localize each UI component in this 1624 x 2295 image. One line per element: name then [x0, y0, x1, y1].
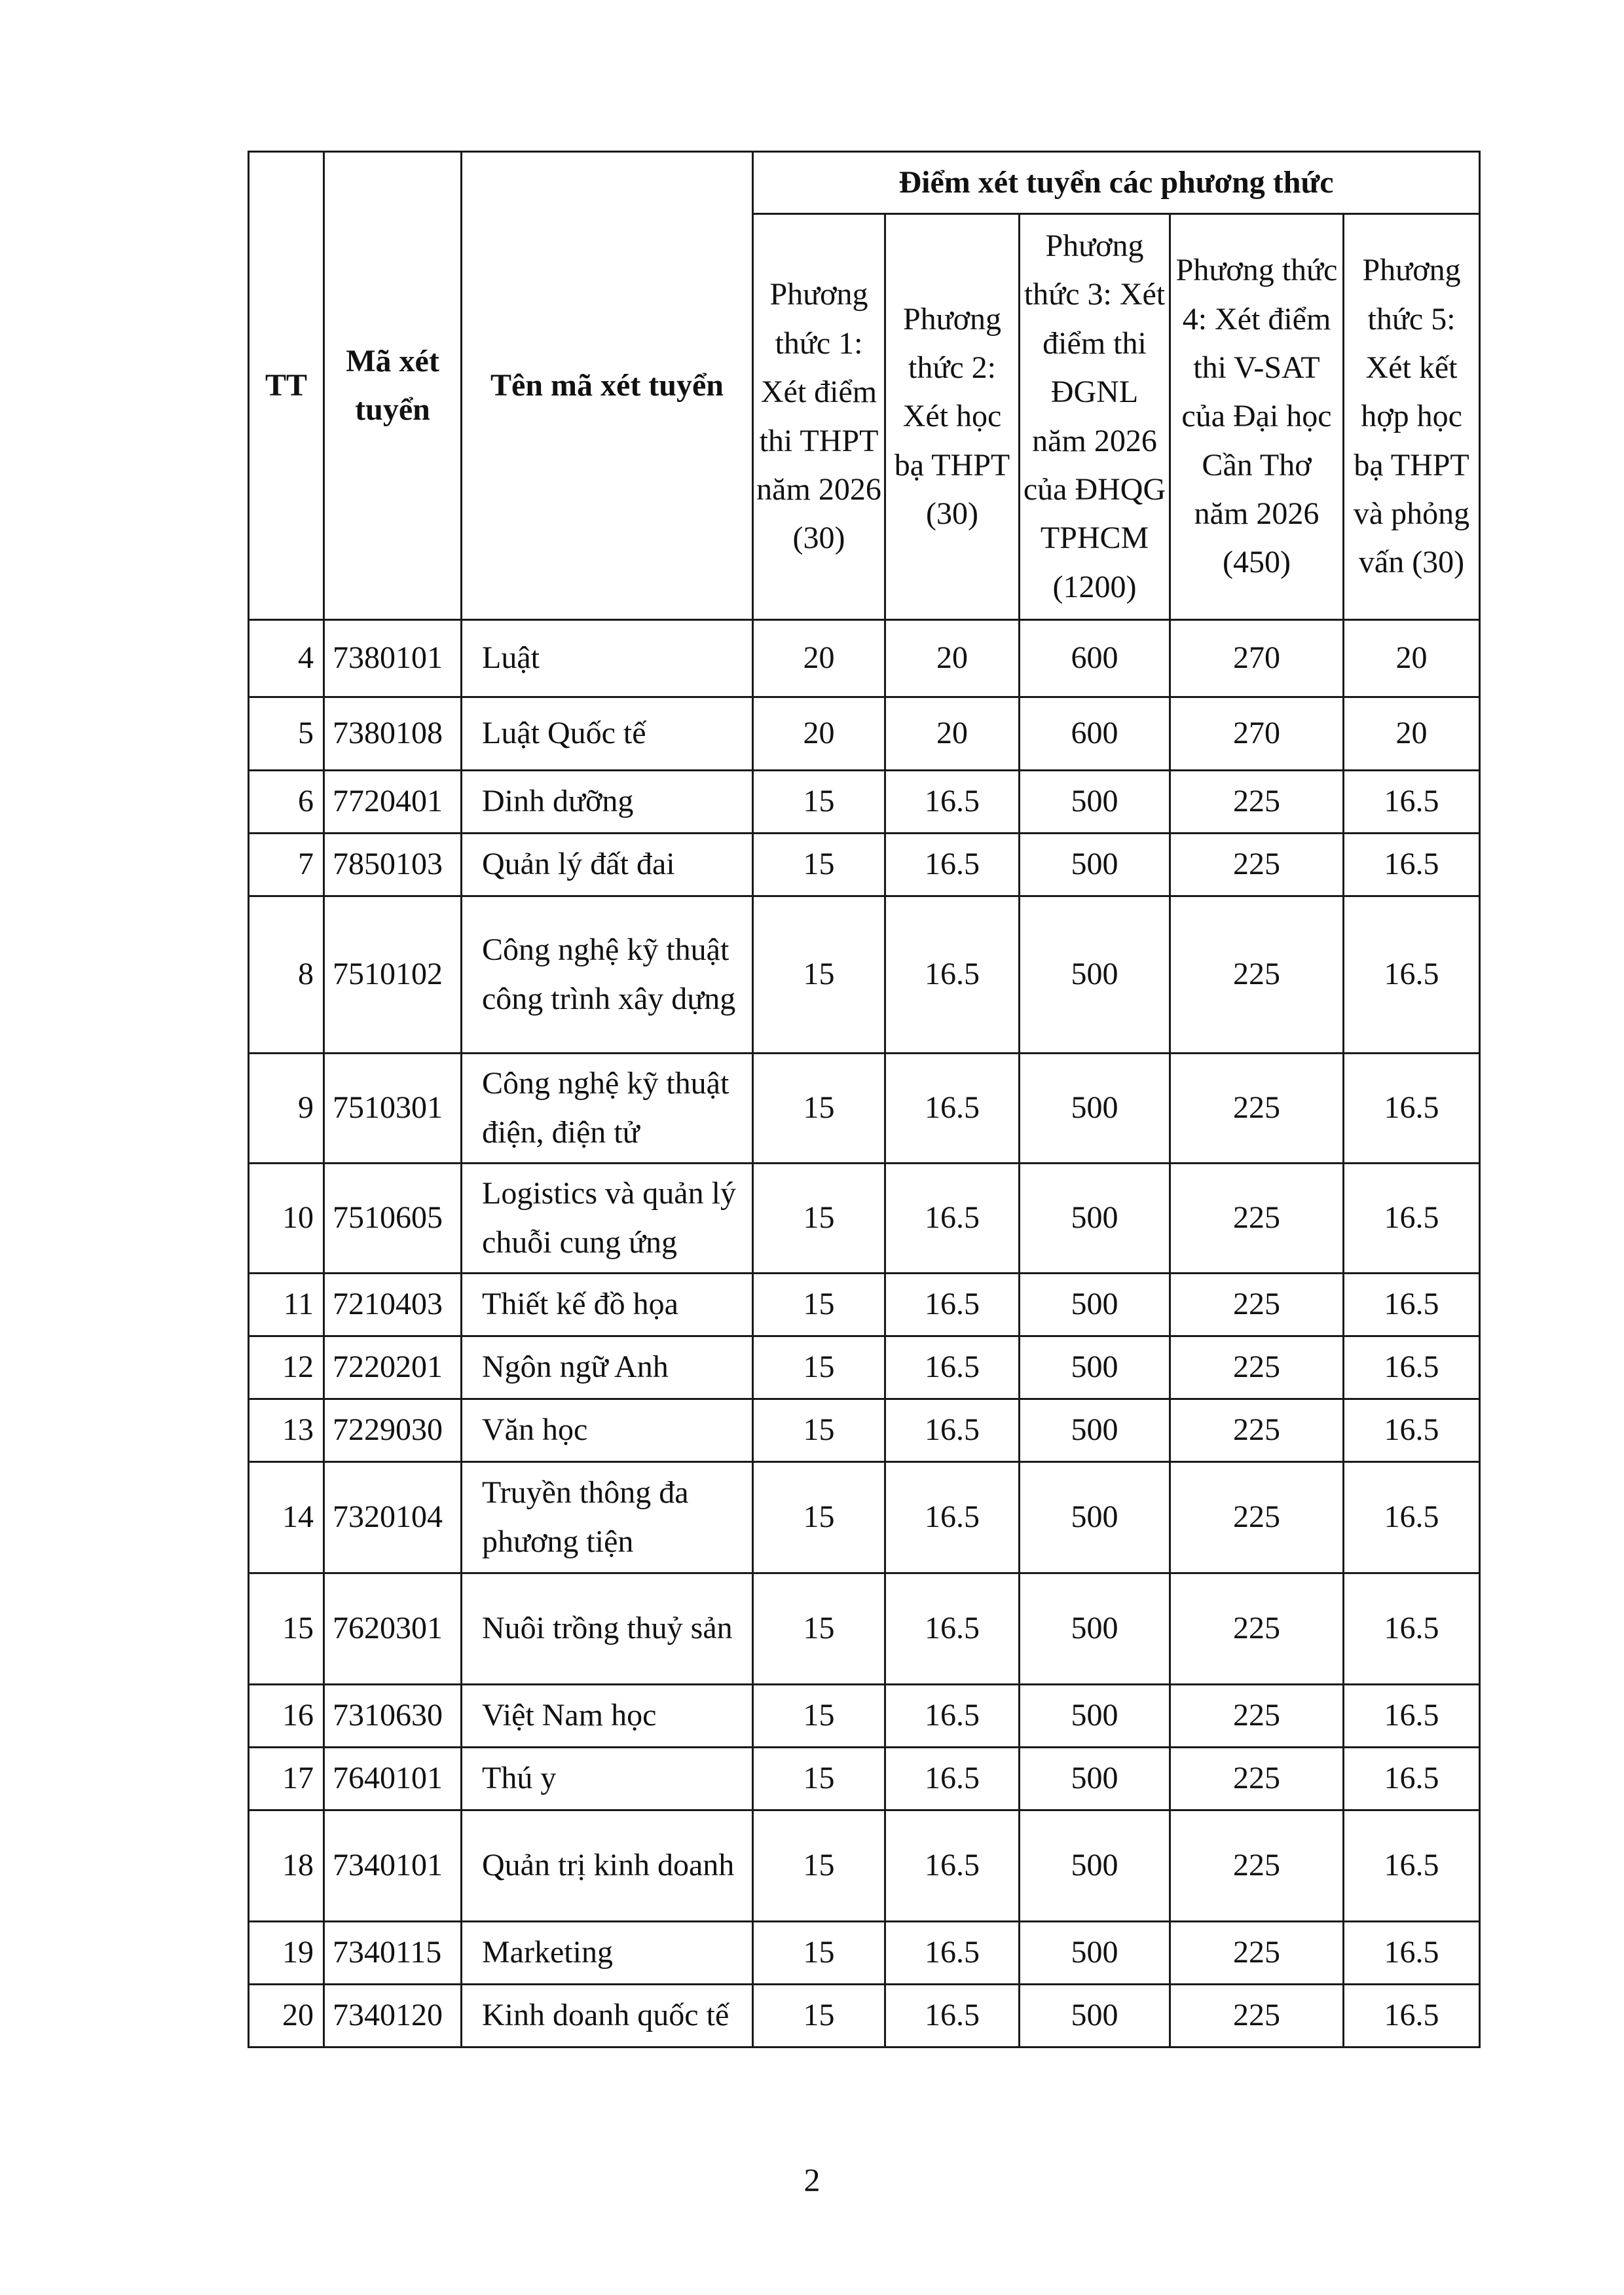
row-score-method-3: 500	[1020, 1810, 1170, 1922]
row-score-method-1: 15	[753, 1810, 885, 1922]
row-tt: 5	[249, 697, 324, 771]
row-tt: 7	[249, 834, 324, 896]
row-score-method-5: 16.5	[1344, 771, 1480, 834]
header-method-2: Phương thức 2: Xét học bạ THPT (30)	[885, 214, 1020, 620]
table-row	[249, 1985, 1480, 2047]
row-tt: 14	[249, 1462, 324, 1573]
row-score-method-5: 16.5	[1344, 1810, 1480, 1922]
header-name: Tên mã xét tuyển	[462, 152, 753, 620]
row-score-method-3: 500	[1020, 1274, 1170, 1336]
row-code: 7620301	[324, 1573, 462, 1685]
row-score-method-4: 225	[1170, 1164, 1344, 1274]
admission-scores-table	[248, 151, 1481, 2048]
row-name: Công nghệ kỹ thuật điện, điện tử	[462, 1054, 753, 1164]
row-name: Việt Nam học	[462, 1685, 753, 1748]
table-row	[249, 620, 1480, 697]
table-row	[249, 834, 1480, 896]
row-score-method-3: 500	[1020, 1462, 1170, 1573]
row-code: 7510301	[324, 1054, 462, 1164]
row-score-method-3: 500	[1020, 1399, 1170, 1462]
row-score-method-4: 225	[1170, 1922, 1344, 1985]
row-score-method-4: 225	[1170, 1462, 1344, 1573]
table-row	[249, 1573, 1480, 1685]
row-score-method-5: 16.5	[1344, 1399, 1480, 1462]
row-score-method-1: 15	[753, 1985, 885, 2047]
row-score-method-1: 15	[753, 1685, 885, 1748]
row-score-method-4: 225	[1170, 1274, 1344, 1336]
row-score-method-1: 15	[753, 1462, 885, 1573]
row-tt: 16	[249, 1685, 324, 1748]
table-row	[249, 1399, 1480, 1462]
row-name: Công nghệ kỹ thuật công trình xây dựng	[462, 896, 753, 1054]
row-score-method-5: 16.5	[1344, 1573, 1480, 1685]
table-row	[249, 1462, 1480, 1573]
row-code: 7229030	[324, 1399, 462, 1462]
row-code: 7340115	[324, 1922, 462, 1985]
row-score-method-2: 16.5	[885, 1054, 1020, 1164]
row-score-method-5: 16.5	[1344, 1336, 1480, 1399]
row-score-method-2: 16.5	[885, 1164, 1020, 1274]
row-score-method-5: 20	[1344, 620, 1480, 697]
row-score-method-3: 500	[1020, 834, 1170, 896]
row-score-method-5: 16.5	[1344, 896, 1480, 1054]
row-score-method-2: 16.5	[885, 1462, 1020, 1573]
table-row	[249, 1164, 1480, 1274]
row-score-method-2: 20	[885, 620, 1020, 697]
row-score-method-3: 500	[1020, 1922, 1170, 1985]
table-row	[249, 1922, 1480, 1985]
row-tt: 18	[249, 1810, 324, 1922]
row-score-method-4: 225	[1170, 1685, 1344, 1748]
table-row	[249, 771, 1480, 834]
row-score-method-4: 225	[1170, 1336, 1344, 1399]
row-score-method-4: 225	[1170, 1810, 1344, 1922]
row-name: Kinh doanh quốc tế	[462, 1985, 753, 2047]
row-score-method-5: 16.5	[1344, 1462, 1480, 1573]
row-score-method-3: 500	[1020, 896, 1170, 1054]
row-tt: 8	[249, 896, 324, 1054]
row-code: 7320104	[324, 1462, 462, 1573]
row-code: 7720401	[324, 771, 462, 834]
header-code: Mã xét tuyển	[324, 152, 462, 620]
row-name: Ngôn ngữ Anh	[462, 1336, 753, 1399]
header-method-4: Phương thức 4: Xét điểm thi V-SAT của Đại học Cần Thơ năm 2026 (450)	[1170, 214, 1344, 620]
row-score-method-5: 16.5	[1344, 834, 1480, 896]
row-code: 7380108	[324, 697, 462, 771]
row-score-method-2: 16.5	[885, 1748, 1020, 1810]
row-code: 7210403	[324, 1274, 462, 1336]
header-score-group: Điểm xét tuyển các phương thức	[753, 152, 1480, 214]
row-code: 7220201	[324, 1336, 462, 1399]
row-score-method-1: 15	[753, 834, 885, 896]
row-score-method-5: 16.5	[1344, 1164, 1480, 1274]
row-tt: 19	[249, 1922, 324, 1985]
row-score-method-4: 270	[1170, 620, 1344, 697]
table-row	[249, 1054, 1480, 1164]
row-score-method-3: 600	[1020, 620, 1170, 697]
row-score-method-1: 15	[753, 771, 885, 834]
row-name: Luật Quốc tế	[462, 697, 753, 771]
row-tt: 4	[249, 620, 324, 697]
row-score-method-2: 16.5	[885, 771, 1020, 834]
table-body	[249, 620, 1480, 2047]
row-score-method-1: 15	[753, 1748, 885, 1810]
row-score-method-5: 16.5	[1344, 1274, 1480, 1336]
header-method-1: Phương thức 1: Xét điểm thi THPT năm 2026 (30)	[753, 214, 885, 620]
row-score-method-5: 16.5	[1344, 1054, 1480, 1164]
row-score-method-2: 16.5	[885, 896, 1020, 1054]
row-tt: 20	[249, 1985, 324, 2047]
row-score-method-4: 225	[1170, 1748, 1344, 1810]
row-name: Thiết kế đồ họa	[462, 1274, 753, 1336]
row-score-method-1: 15	[753, 1399, 885, 1462]
row-score-method-5: 16.5	[1344, 1985, 1480, 2047]
row-code: 7850103	[324, 834, 462, 896]
row-score-method-3: 500	[1020, 1685, 1170, 1748]
row-score-method-3: 500	[1020, 1054, 1170, 1164]
row-score-method-5: 16.5	[1344, 1748, 1480, 1810]
table-row	[249, 1274, 1480, 1336]
row-score-method-4: 225	[1170, 896, 1344, 1054]
row-score-method-3: 500	[1020, 1164, 1170, 1274]
row-score-method-1: 15	[753, 1164, 885, 1274]
header-method-3: Phương thức 3: Xét điểm thi ĐGNL năm 2026 của ĐHQG TPHCM (1200)	[1020, 214, 1170, 620]
row-tt: 13	[249, 1399, 324, 1462]
row-score-method-5: 20	[1344, 697, 1480, 771]
row-score-method-2: 16.5	[885, 1399, 1020, 1462]
row-score-method-1: 15	[753, 1274, 885, 1336]
row-code: 7340120	[324, 1985, 462, 2047]
row-name: Văn học	[462, 1399, 753, 1462]
row-tt: 12	[249, 1336, 324, 1399]
row-name: Nuôi trồng thuỷ sản	[462, 1573, 753, 1685]
row-code: 7340101	[324, 1810, 462, 1922]
row-score-method-1: 15	[753, 1054, 885, 1164]
row-tt: 15	[249, 1573, 324, 1685]
row-score-method-3: 500	[1020, 1336, 1170, 1399]
row-code: 7310630	[324, 1685, 462, 1748]
row-score-method-5: 16.5	[1344, 1922, 1480, 1985]
row-score-method-3: 600	[1020, 697, 1170, 771]
row-score-method-2: 20	[885, 697, 1020, 771]
row-score-method-2: 16.5	[885, 1685, 1020, 1748]
row-name: Thú y	[462, 1748, 753, 1810]
table-row	[249, 1810, 1480, 1922]
row-score-method-1: 15	[753, 1573, 885, 1685]
table-row	[249, 697, 1480, 771]
row-score-method-2: 16.5	[885, 834, 1020, 896]
row-score-method-1: 15	[753, 1336, 885, 1399]
row-score-method-2: 16.5	[885, 1810, 1020, 1922]
row-code: 7640101	[324, 1748, 462, 1810]
page-number: 2	[803, 2161, 821, 2198]
row-score-method-4: 225	[1170, 834, 1344, 896]
row-tt: 9	[249, 1054, 324, 1164]
row-score-method-4: 225	[1170, 1573, 1344, 1685]
row-score-method-4: 225	[1170, 1054, 1344, 1164]
row-score-method-3: 500	[1020, 1748, 1170, 1810]
row-name: Marketing	[462, 1922, 753, 1985]
row-name: Logistics và quản lý chuỗi cung ứng	[462, 1164, 753, 1274]
header-tt: TT	[249, 152, 324, 620]
row-score-method-2: 16.5	[885, 1336, 1020, 1399]
row-tt: 11	[249, 1274, 324, 1336]
row-code: 7510102	[324, 896, 462, 1054]
row-code: 7380101	[324, 620, 462, 697]
row-tt: 10	[249, 1164, 324, 1274]
row-score-method-2: 16.5	[885, 1985, 1020, 2047]
row-score-method-1: 20	[753, 620, 885, 697]
row-score-method-4: 225	[1170, 1399, 1344, 1462]
row-score-method-3: 500	[1020, 1573, 1170, 1685]
row-score-method-4: 270	[1170, 697, 1344, 771]
row-name: Dinh dưỡng	[462, 771, 753, 834]
row-score-method-1: 15	[753, 1922, 885, 1985]
row-tt: 6	[249, 771, 324, 834]
table-row	[249, 1748, 1480, 1810]
row-name: Truyền thông đa phương tiện	[462, 1462, 753, 1573]
row-score-method-1: 20	[753, 697, 885, 771]
table-row	[249, 1685, 1480, 1748]
row-score-method-3: 500	[1020, 771, 1170, 834]
row-score-method-2: 16.5	[885, 1274, 1020, 1336]
row-name: Quản trị kinh doanh	[462, 1810, 753, 1922]
table-row	[249, 896, 1480, 1054]
row-score-method-2: 16.5	[885, 1573, 1020, 1685]
row-score-method-4: 225	[1170, 771, 1344, 834]
row-name: Quản lý đất đai	[462, 834, 753, 896]
row-name: Luật	[462, 620, 753, 697]
row-score-method-1: 15	[753, 896, 885, 1054]
row-score-method-2: 16.5	[885, 1922, 1020, 1985]
row-score-method-3: 500	[1020, 1985, 1170, 2047]
table-row	[249, 1336, 1480, 1399]
row-tt: 17	[249, 1748, 324, 1810]
row-code: 7510605	[324, 1164, 462, 1274]
row-score-method-4: 225	[1170, 1985, 1344, 2047]
header-method-5: Phương thức 5: Xét kết hợp học bạ THPT và phỏng vấn (30)	[1344, 214, 1480, 620]
row-score-method-5: 16.5	[1344, 1685, 1480, 1748]
